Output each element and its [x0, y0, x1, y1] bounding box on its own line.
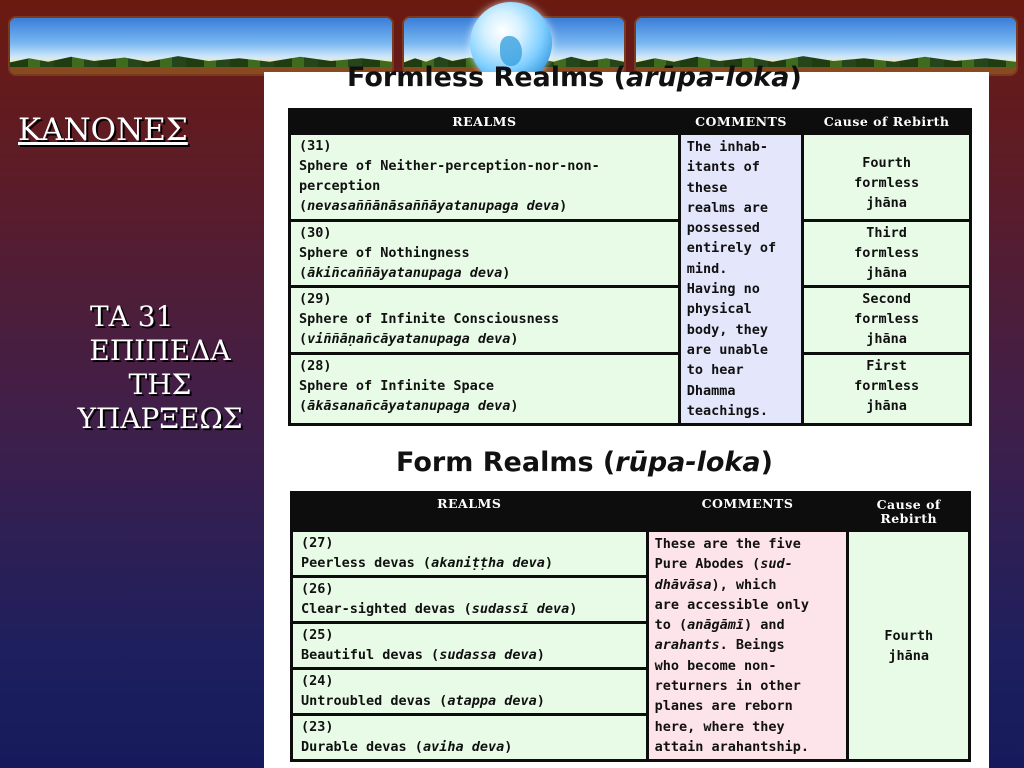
col-header-comments: COMMENTS [647, 493, 848, 531]
slide-subtitle [40, 300, 280, 436]
table-row [292, 531, 970, 577]
realm-cell [292, 715, 648, 761]
table-row [290, 220, 971, 286]
realm-cell [292, 669, 648, 715]
subtitle-line: ΥΠΑΡΞΕΩΣ [77, 402, 243, 435]
realm-name: Beautiful devas (sudassa deva) [301, 647, 545, 664]
realm-number: (23) [301, 719, 334, 736]
realm-number: (24) [301, 673, 334, 690]
realm-name: Untroubled devas (atappa deva) [301, 693, 545, 710]
realm-cell [290, 353, 680, 425]
form-comment: These are the five Pure Abodes (sud- dhāvāsa), which are accessible only to (anāgāmī) and arahants. Beings who become non- returners in other planes are reborn here, where they attain arahantship. [647, 531, 848, 761]
realm-pali: (ākāsanañcāyatanupaga deva) [299, 397, 519, 414]
col-header-realms: REALMS [290, 110, 680, 134]
realm-cell [290, 134, 680, 221]
subtitle-line: ΤΗΣ [128, 368, 192, 401]
cause-cell: Second formless jhāna [803, 287, 971, 353]
realm-number: (25) [301, 627, 334, 644]
formless-comment: The inhab- itants of these realms are possessed entirely of mind. Having no physical body, they are unable to hear Dhamma teachings. [679, 134, 803, 425]
col-header-cause: Cause of Rebirth [803, 110, 971, 134]
cause-cell: Fourth formless jhāna [803, 134, 971, 221]
banner-left [8, 16, 394, 76]
realm-name: Sphere of Infinite Space [299, 377, 495, 394]
subtitle-line: ΕΠΙΠΕΔΑ [89, 334, 231, 367]
realm-name: Sphere of Neither-perception-nor-non-perception [299, 158, 600, 194]
cause-cell: Third formless jhāna [803, 220, 971, 286]
table-row [290, 134, 971, 221]
formless-realms-table [288, 108, 972, 426]
realm-number: (30) [299, 224, 332, 241]
realm-cell [290, 287, 680, 353]
realm-name: Sphere of Nothingness [299, 244, 470, 261]
realm-cell [290, 220, 680, 286]
realm-number: (26) [301, 581, 334, 598]
form-title: Form Realms (rūpa-loka) [396, 447, 773, 478]
realm-name: Clear-sighted devas (sudassī deva) [301, 601, 578, 618]
realm-name: Peerless devas (akaniṭṭha deva) [301, 555, 553, 571]
realm-pali: (viññāṇañcāyatanupaga deva) [299, 331, 519, 348]
realm-number: (31) [299, 138, 332, 154]
form-realms-table [290, 491, 971, 762]
realm-cell [292, 577, 648, 623]
table-row [290, 353, 971, 425]
table-row [290, 287, 971, 353]
realm-cell [292, 531, 648, 577]
realm-name: Durable devas (aviha deva) [301, 739, 513, 756]
realm-cell [292, 623, 648, 669]
realm-name: Sphere of Infinite Consciousness [299, 311, 560, 328]
realm-number: (27) [301, 535, 334, 551]
realm-number: (28) [299, 357, 332, 374]
slide-heading: ΚΑΝΟΝΕΣ [18, 112, 188, 148]
realm-pali: (nevasaññānāsaññāyatanupaga deva) [299, 198, 568, 214]
cause-cell: Fourth jhāna [848, 531, 970, 761]
formless-title: Formless Realms (arūpa-loka) [347, 62, 802, 93]
subtitle-line: ΤΑ 31 [90, 300, 174, 333]
realm-pali: (ākiñcaññāyatanupaga deva) [299, 264, 511, 281]
cause-cell: First formless jhāna [803, 353, 971, 425]
col-header-cause: Cause of Rebirth [848, 493, 970, 531]
col-header-comments: COMMENTS [679, 110, 803, 134]
col-header-realms: REALMS [292, 493, 648, 531]
realm-number: (29) [299, 291, 332, 308]
